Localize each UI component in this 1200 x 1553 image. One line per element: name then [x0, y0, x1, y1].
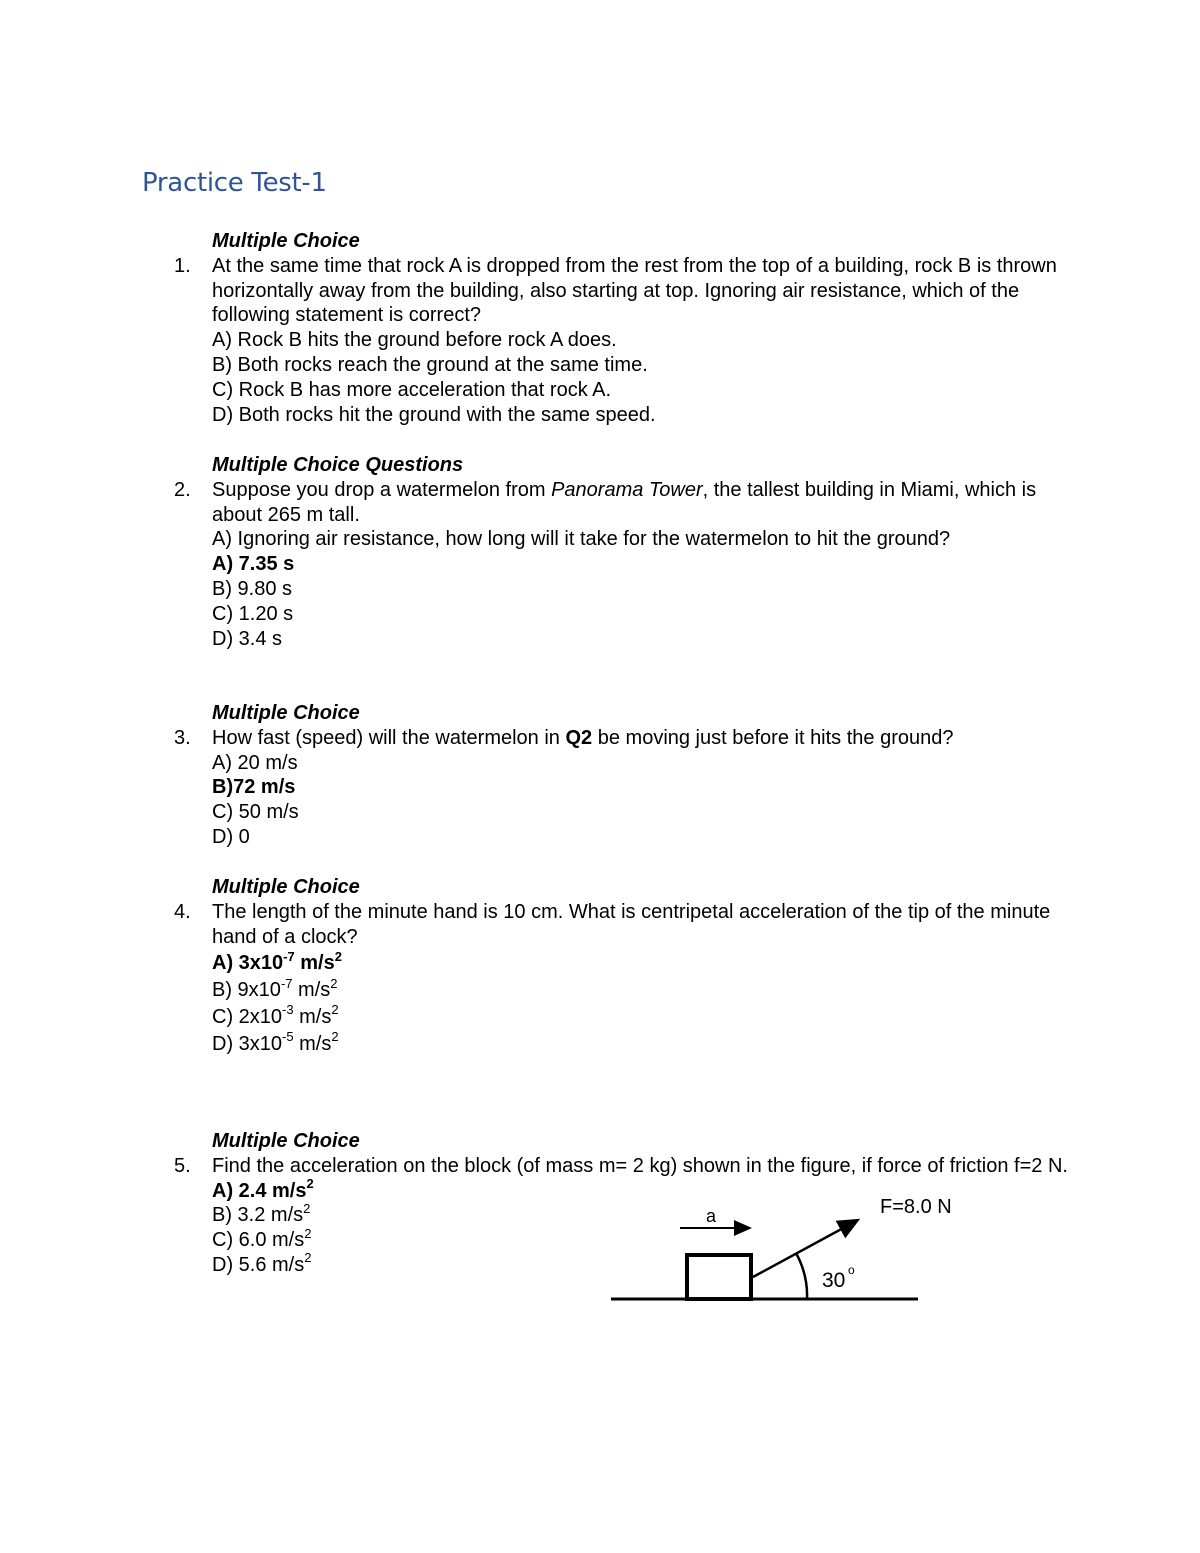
question-stem: 2. Suppose you drop a watermelon from Panorama Tower, the tallest building in Miami, which is about 265 m tall.	[174, 478, 1037, 526]
acceleration-label: a	[706, 1206, 717, 1226]
question-number: 4.	[174, 900, 191, 923]
option: D) $3x10^{-5}$ $m/s^2$	[212, 1029, 339, 1055]
option: D) 5.6 $m/s^2$	[212, 1250, 312, 1276]
question-1	[174, 229, 1072, 427]
option: B) 9.80 s	[212, 577, 293, 600]
option: C) 50 m/s	[212, 801, 299, 824]
question-heading: Multiple Choice	[212, 1130, 360, 1152]
option-correct: A) 7.35 s	[212, 553, 295, 576]
option: A) 20 m/s	[212, 751, 298, 774]
force-label: F=8.0 N	[880, 1196, 952, 1218]
angle-arc	[796, 1253, 807, 1299]
option: C) Rock B has more acceleration that rock A.	[212, 378, 612, 401]
question-4	[174, 875, 1072, 1057]
question-heading: Multiple Choice	[212, 876, 360, 898]
question-heading: Multiple Choice	[212, 702, 360, 724]
option: D) Both rocks hit the ground with the same speed.	[212, 403, 656, 426]
option-correct: A) 2.4 $m/s^2$	[212, 1175, 314, 1202]
option: B) $9x10^{-7}$ $m/s^2$	[212, 975, 338, 1002]
sub-question: A) Ignoring air resistance, how long will it take for the watermelon to hit the ground?	[212, 528, 951, 551]
angle-label: 30	[822, 1269, 846, 1292]
question-stem: 5. Find the acceleration on the block (of mass m= 2 kg) shown in the figure, if force of friction f=2 N.	[174, 1154, 1068, 1177]
option: C) 1.20 s	[212, 602, 294, 625]
question-heading: Multiple Choice Questions	[212, 454, 464, 476]
option: B) Both rocks reach the ground at the same time.	[212, 353, 648, 376]
option-correct: A) $3x10^{-7}$ $m/s^2$	[212, 948, 342, 975]
option: B) 3.2 $m/s^2$	[212, 1200, 311, 1227]
question-3	[174, 701, 1072, 850]
question-number: 3.	[174, 726, 191, 749]
option: A) Rock B hits the ground before rock A does.	[212, 329, 617, 352]
question-number: 1.	[174, 254, 191, 277]
question-number: 5.	[174, 1154, 191, 1177]
question-stem: 3. How fast (speed) will the watermelon in Q2 be moving just before it hits the ground?	[174, 726, 954, 749]
option: D) 3.4 s	[212, 627, 283, 650]
page-title: Practice Test-1	[142, 168, 327, 198]
block	[687, 1255, 751, 1299]
option: C) $2x10^{-3}$ $m/s^2$	[212, 1002, 339, 1028]
question-stem: 4. The length of the minute hand is 10 cm. What is centripetal acceleration of the tip of the minute hand of a clock?	[174, 900, 1051, 948]
question-2	[174, 453, 1072, 651]
option: D) 0	[212, 825, 250, 848]
question-heading: Multiple Choice	[212, 230, 360, 252]
option: C) 6.0 $m/s^2$	[212, 1225, 312, 1252]
angle-degree: o	[848, 1263, 855, 1277]
question-number: 2.	[174, 478, 191, 501]
option-correct: B)72 m/s	[212, 776, 296, 799]
question-stem: 1. At the same time that rock A is dropped from the rest from the top of a building, rock B is thrown horizontally away from the building, also starting at top. Ignoring air resistance, which of the following statement is correct?	[174, 254, 1057, 327]
force-diagram	[600, 1180, 952, 1310]
